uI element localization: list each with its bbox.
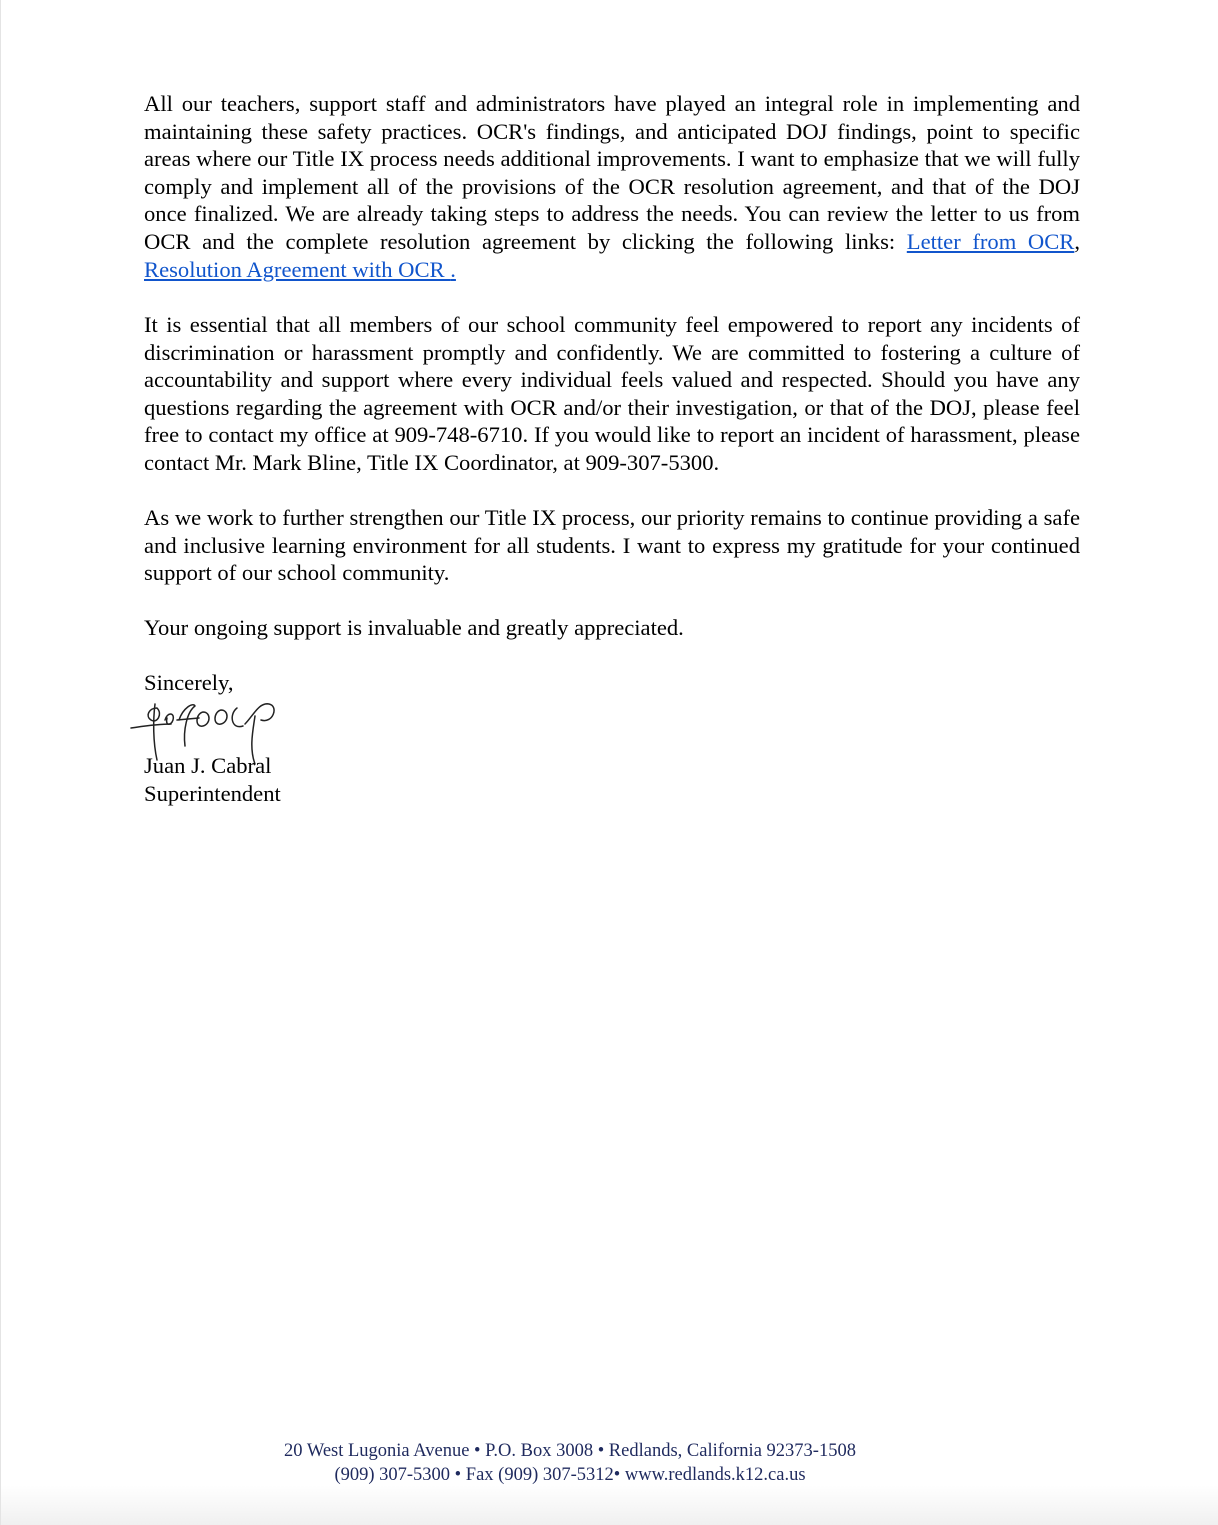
footer-address: 20 West Lugonia Avenue • P.O. Box 3008 • Redlands, California 92373-1508	[284, 1441, 856, 1461]
resolution-agreement-link-end[interactable]: .	[450, 256, 456, 282]
link-separator: ,	[1074, 228, 1081, 254]
signer-title: Superintendent	[144, 781, 281, 806]
paragraph-review-links	[144, 90, 1080, 283]
paragraph-text: All our teachers, support staff and administrators have played an integral role in implementing and maintaining these safety practices. OCR's findings, and anticipated DOJ findings, point to specific areas where our Title IX process needs additional improvements. I want to emphasize that we will fully comply and implement all of the provisions of the OCR resolution agreement, and that of the DOJ once finalized. We are already taking steps to address the needs. You can review the letter to us from OCR and the complete resolution agreement by clicking the following links:	[144, 91, 1080, 254]
closing-salutation: Sincerely,	[144, 670, 234, 695]
paragraph-reporting: It is essential that all members of our school community feel empowered to report any incidents of discrimination or harassment promptly and confidently. We are committed to fostering a culture of accountability and support where every individual feels valued and respected. Should you have any questions regarding the agreement with OCR and/or their investigation, or that of the DOJ, please feel free to contact my office at 909-748-6710. If you would like to report an incident of harassment, please contact Mr. Mark Bline, Title IX Coordinator, at 909-307-5300.	[144, 312, 1080, 475]
letter-from-ocr-link[interactable]: Letter from OCR	[906, 228, 1075, 254]
resolution-agreement-link[interactable]: Resolution Agreement with OCR	[144, 256, 451, 282]
paragraph-priority: As we work to further strengthen our Title IX process, our priority remains to continue providing a safe and inclusive learning environment for all students. I want to express my gratitude for your continued support of our school community.	[144, 505, 1080, 586]
footer-contact: (909) 307-5300 • Fax (909) 307-5312• www.redlands.k12.ca.us	[334, 1465, 806, 1485]
page-bottom-shadow	[1, 1485, 1218, 1525]
signer-name: Juan J. Cabral	[144, 753, 272, 778]
paragraph-appreciation: Your ongoing support is invaluable and greatly appreciated.	[144, 615, 684, 640]
